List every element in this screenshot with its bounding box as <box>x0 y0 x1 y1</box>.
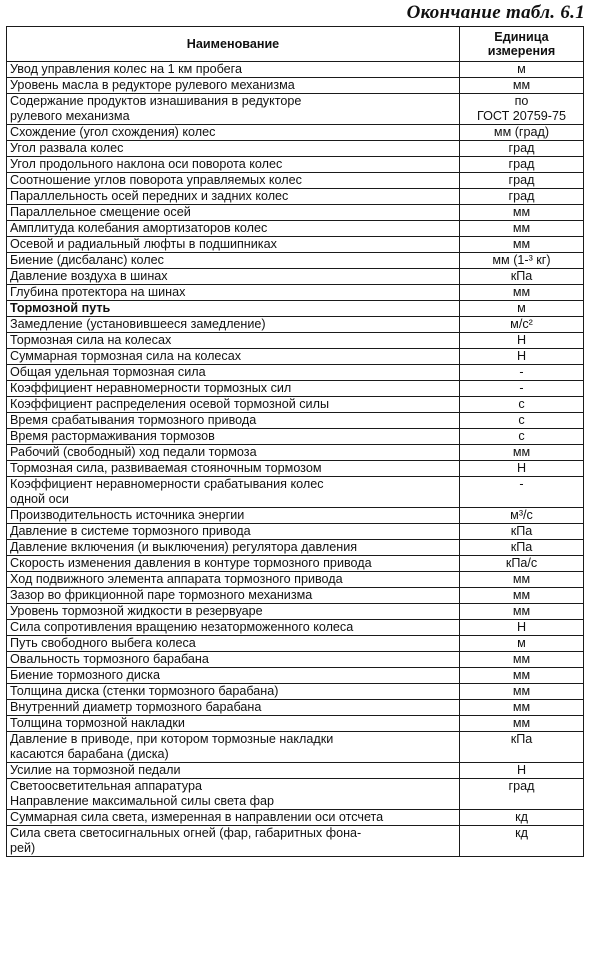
parameter-unit: кд <box>515 826 528 840</box>
parameter-unit-cell <box>460 779 584 810</box>
parameter-name: Усилие на тормозной педали <box>10 763 181 777</box>
parameter-name-cell <box>7 317 460 333</box>
parameter-name-cell <box>7 461 460 477</box>
parameter-unit: м <box>517 636 526 650</box>
parameter-name-cell <box>7 572 460 588</box>
table-row <box>7 540 584 556</box>
parameter-unit-cell <box>460 157 584 173</box>
table-row <box>7 572 584 588</box>
table-row <box>7 477 584 508</box>
header-unit: Единица измерения <box>460 27 584 62</box>
parameter-name: Коэффициент неравномерности тормозных сил <box>10 381 292 395</box>
parameter-name: Увод управления колес на 1 км пробега <box>10 62 242 76</box>
parameter-unit-cell <box>460 285 584 301</box>
parameter-unit-cell <box>460 125 584 141</box>
parameter-name-cell <box>7 556 460 572</box>
parameter-name: Тормозной путь <box>10 301 111 315</box>
table-row <box>7 317 584 333</box>
table-row <box>7 269 584 285</box>
parameter-name-cell <box>7 269 460 285</box>
parameter-unit-cell <box>460 700 584 716</box>
parameter-name-cell <box>7 125 460 141</box>
parameter-name: Сила сопротивления вращению незаторможенного колеса <box>10 620 354 634</box>
parameter-name: Замедление (установившееся замедление) <box>10 317 266 331</box>
parameter-name: Тормозная сила, развиваемая стояночным тормозом <box>10 461 322 475</box>
parameter-name-cell <box>7 397 460 413</box>
table-row <box>7 636 584 652</box>
parameter-unit: мм <box>512 684 531 698</box>
table-row <box>7 173 584 189</box>
parameter-name: Рабочий (свободный) ход педали тормоза <box>10 445 257 459</box>
parameter-unit: кд <box>515 810 528 824</box>
table-row <box>7 397 584 413</box>
parameter-name: Общая удельная тормозная сила <box>10 365 206 379</box>
parameter-name-cell <box>7 636 460 652</box>
parameter-name: Овальность тормозного барабана <box>10 652 209 666</box>
parameter-unit: мм (1-³ кг) <box>492 253 551 267</box>
parameter-name-cell <box>7 445 460 461</box>
table-row <box>7 365 584 381</box>
parameter-name: Содержание продуктов изнашивания в редукторе рулевого механизма <box>10 94 302 123</box>
table-row <box>7 716 584 732</box>
parameter-name-cell <box>7 157 460 173</box>
parameter-name: Уровень тормозной жидкости в резервуаре <box>10 604 263 618</box>
parameter-unit-cell <box>460 556 584 572</box>
table-row <box>7 763 584 779</box>
parameter-name-cell <box>7 588 460 604</box>
parameter-name-cell <box>7 173 460 189</box>
parameter-unit-cell <box>460 237 584 253</box>
parameter-name-cell <box>7 604 460 620</box>
table-row <box>7 668 584 684</box>
parameter-unit-cell <box>460 189 584 205</box>
parameter-unit: - <box>519 381 524 395</box>
table-row <box>7 684 584 700</box>
parameter-unit: град <box>508 189 535 203</box>
parameter-unit: мм (град) <box>493 125 550 139</box>
parameter-unit-cell <box>460 62 584 78</box>
parameter-unit: мм <box>512 445 531 459</box>
table-row <box>7 285 584 301</box>
parameter-name: Схождение (угол схождения) колес <box>10 125 216 139</box>
table-caption: Окончание табл. 6.1 <box>406 2 585 23</box>
parameter-unit: кПа <box>510 524 533 538</box>
parameter-unit-cell <box>460 94 584 125</box>
parameter-unit: град <box>508 141 535 155</box>
parameter-unit-cell <box>460 620 584 636</box>
parameter-name-cell <box>7 540 460 556</box>
parameter-unit: мм <box>512 285 531 299</box>
parameter-name: Зазор во фрикционной паре тормозного механизма <box>10 588 313 602</box>
parameter-name-cell <box>7 716 460 732</box>
table-row <box>7 445 584 461</box>
parameter-name: Ход подвижного элемента аппарата тормозного привода <box>10 572 343 586</box>
parameter-unit-cell <box>460 763 584 779</box>
table-row <box>7 78 584 94</box>
parameter-name-cell <box>7 301 460 317</box>
parameter-name: Параллельность осей передних и задних колес <box>10 189 289 203</box>
parameter-name: Суммарная тормозная сила на колесах <box>10 349 242 363</box>
table-row <box>7 413 584 429</box>
parameter-name-cell <box>7 620 460 636</box>
parameter-unit-cell <box>460 652 584 668</box>
parameter-name-cell <box>7 253 460 269</box>
table-row <box>7 221 584 237</box>
header-row <box>7 27 584 62</box>
parameter-unit-cell <box>460 253 584 269</box>
parameter-unit: - <box>519 477 524 491</box>
parameter-unit: кПа/с <box>505 556 538 570</box>
table-row <box>7 381 584 397</box>
parameter-unit: с <box>518 397 525 411</box>
parameter-name-cell <box>7 668 460 684</box>
parameter-name-cell <box>7 429 460 445</box>
table-row <box>7 700 584 716</box>
table-row <box>7 556 584 572</box>
table-row <box>7 779 584 810</box>
table-row <box>7 189 584 205</box>
table-row <box>7 141 584 157</box>
parameter-name-cell <box>7 205 460 221</box>
parameter-unit: град <box>508 779 535 793</box>
parameter-unit: м/с² <box>510 317 533 331</box>
parameter-name-cell <box>7 189 460 205</box>
parameter-unit-cell <box>460 381 584 397</box>
table-row <box>7 826 584 857</box>
parameter-name: Давление в системе тормозного привода <box>10 524 251 538</box>
parameter-name: Амплитуда колебания амортизаторов колес <box>10 221 268 235</box>
parameter-unit: Н <box>516 461 527 475</box>
parameter-name-cell <box>7 779 460 810</box>
parameter-name-cell <box>7 810 460 826</box>
parameter-unit-cell <box>460 173 584 189</box>
parameter-name: Толщина тормозной накладки <box>10 716 185 730</box>
parameter-unit-cell <box>460 572 584 588</box>
parameter-name: Путь свободного выбега колеса <box>10 636 196 650</box>
parameter-name: Коэффициент неравномерности срабатывания колес одной оси <box>10 477 324 506</box>
parameter-unit: мм <box>512 668 531 682</box>
parameter-unit: кПа <box>510 269 533 283</box>
parameter-unit: с <box>518 429 525 443</box>
table-row <box>7 349 584 365</box>
table-row <box>7 810 584 826</box>
parameter-unit-cell <box>460 349 584 365</box>
parameter-name: Уровень масла в редукторе рулевого механизма <box>10 78 295 92</box>
parameter-name-cell <box>7 349 460 365</box>
parameter-name: Угол продольного наклона оси поворота колес <box>10 157 283 171</box>
parameter-name: Производительность источника энергии <box>10 508 245 522</box>
table-row <box>7 333 584 349</box>
parameter-unit-cell <box>460 636 584 652</box>
parameter-name: Тормозная сила на колесах <box>10 333 172 347</box>
table-row <box>7 301 584 317</box>
parameter-name: Осевой и радиальный люфты в подшипниках <box>10 237 277 251</box>
parameter-unit-cell <box>460 461 584 477</box>
parameter-unit-cell <box>460 141 584 157</box>
parameter-unit-cell <box>460 78 584 94</box>
parameter-unit: с <box>518 413 525 427</box>
parameter-name: Глубина протектора на шинах <box>10 285 186 299</box>
parameter-name-cell <box>7 524 460 540</box>
parameter-unit: кПа <box>510 540 533 554</box>
parameter-name: Биение тормозного диска <box>10 668 160 682</box>
parameter-name: Светоосветительная аппаратура Направление максимальной силы света фар <box>10 779 275 808</box>
parameter-name-cell <box>7 285 460 301</box>
parameter-unit: мм <box>512 716 531 730</box>
parameter-name-cell <box>7 237 460 253</box>
parameter-unit-cell <box>460 668 584 684</box>
parameter-unit-cell <box>460 397 584 413</box>
table-row <box>7 732 584 763</box>
parameter-unit: мм <box>512 604 531 618</box>
parameter-name-cell <box>7 221 460 237</box>
parameter-name-cell <box>7 652 460 668</box>
parameter-name-cell <box>7 413 460 429</box>
parameter-unit-cell <box>460 826 584 857</box>
parameter-unit: по ГОСТ 20759-75 <box>477 94 566 123</box>
parameter-name: Время растормаживания тормозов <box>10 429 215 443</box>
parameter-unit: мм <box>512 78 531 92</box>
table-body <box>7 62 584 857</box>
parameter-unit: - <box>519 365 524 379</box>
parameter-unit-cell <box>460 429 584 445</box>
parameter-name-cell <box>7 141 460 157</box>
parameter-name: Параллельное смещение осей <box>10 205 191 219</box>
parameter-name: Толщина диска (стенки тормозного барабана) <box>10 684 279 698</box>
parameter-unit-cell <box>460 269 584 285</box>
parameter-unit-cell <box>460 684 584 700</box>
table-row <box>7 237 584 253</box>
parameter-name-cell <box>7 365 460 381</box>
parameter-unit-cell <box>460 317 584 333</box>
parameter-unit-cell <box>460 301 584 317</box>
table-row <box>7 205 584 221</box>
parameter-unit-cell <box>460 221 584 237</box>
parameter-unit: мм <box>512 221 531 235</box>
parameter-name-cell <box>7 826 460 857</box>
parameter-name-cell <box>7 381 460 397</box>
parameter-name-cell <box>7 763 460 779</box>
parameter-unit-cell <box>460 333 584 349</box>
parameter-unit: Н <box>516 620 527 634</box>
parameter-name: Скорость изменения давления в контуре тормозного привода <box>10 556 372 570</box>
table-row <box>7 62 584 78</box>
table-row <box>7 125 584 141</box>
table-row <box>7 508 584 524</box>
table-row <box>7 524 584 540</box>
table-row <box>7 604 584 620</box>
parameter-unit-cell <box>460 413 584 429</box>
parameter-name-cell <box>7 62 460 78</box>
parameter-unit-cell <box>460 588 584 604</box>
parameter-unit: град <box>508 157 535 171</box>
table-row <box>7 429 584 445</box>
table-row <box>7 620 584 636</box>
parameter-unit-cell <box>460 540 584 556</box>
parameter-unit-cell <box>460 604 584 620</box>
parameter-unit-cell <box>460 445 584 461</box>
parameter-name-cell <box>7 700 460 716</box>
table-row <box>7 94 584 125</box>
parameter-unit-cell <box>460 477 584 508</box>
parameter-unit: кПа <box>510 732 533 746</box>
parameters-table <box>6 26 584 857</box>
parameter-unit: м <box>517 62 526 76</box>
parameter-name-cell <box>7 333 460 349</box>
parameter-unit: мм <box>512 652 531 666</box>
parameter-unit: мм <box>512 588 531 602</box>
table-header <box>7 27 584 62</box>
table-row <box>7 588 584 604</box>
parameter-unit-cell <box>460 732 584 763</box>
parameter-name: Давление включения (и выключения) регулятора давления <box>10 540 358 554</box>
parameter-name-cell <box>7 684 460 700</box>
parameter-unit: мм <box>512 572 531 586</box>
parameter-unit: м <box>517 301 526 315</box>
header-name: Наименование <box>7 27 460 62</box>
parameter-name: Угол развала колес <box>10 141 124 155</box>
parameter-unit: м³/с <box>510 508 533 522</box>
parameter-unit-cell <box>460 810 584 826</box>
parameter-unit: Н <box>516 763 527 777</box>
table-row <box>7 652 584 668</box>
parameter-unit: град <box>508 173 535 187</box>
parameter-unit: Н <box>516 333 527 347</box>
parameter-name-cell <box>7 732 460 763</box>
parameter-unit: мм <box>512 237 531 251</box>
parameter-unit: Н <box>516 349 527 363</box>
parameter-name-cell <box>7 78 460 94</box>
table-row <box>7 253 584 269</box>
parameter-name: Внутренний диаметр тормозного барабана <box>10 700 262 714</box>
parameter-unit-cell <box>460 365 584 381</box>
parameter-unit: мм <box>512 205 531 219</box>
parameter-name: Время срабатывания тормозного привода <box>10 413 257 427</box>
parameter-name-cell <box>7 477 460 508</box>
parameter-unit-cell <box>460 716 584 732</box>
parameter-unit-cell <box>460 524 584 540</box>
parameter-name-cell <box>7 94 460 125</box>
parameter-unit: мм <box>512 700 531 714</box>
parameter-unit-cell <box>460 205 584 221</box>
parameter-name: Коэффициент распределения осевой тормозной силы <box>10 397 329 411</box>
parameter-name: Соотношение углов поворота управляемых колес <box>10 173 302 187</box>
table-row <box>7 157 584 173</box>
parameter-name: Давление в приводе, при котором тормозные накладки касаются барабана (диска) <box>10 732 334 761</box>
parameter-unit-cell <box>460 508 584 524</box>
parameter-name: Биение (дисбаланс) колес <box>10 253 164 267</box>
parameter-name: Давление воздуха в шинах <box>10 269 168 283</box>
table-row <box>7 461 584 477</box>
parameter-name-cell <box>7 508 460 524</box>
parameter-name: Сила света светосигнальных огней (фар, габаритных фона- рей) <box>10 826 362 855</box>
parameter-name: Суммарная сила света, измеренная в направлении оси отсчета <box>10 810 384 824</box>
